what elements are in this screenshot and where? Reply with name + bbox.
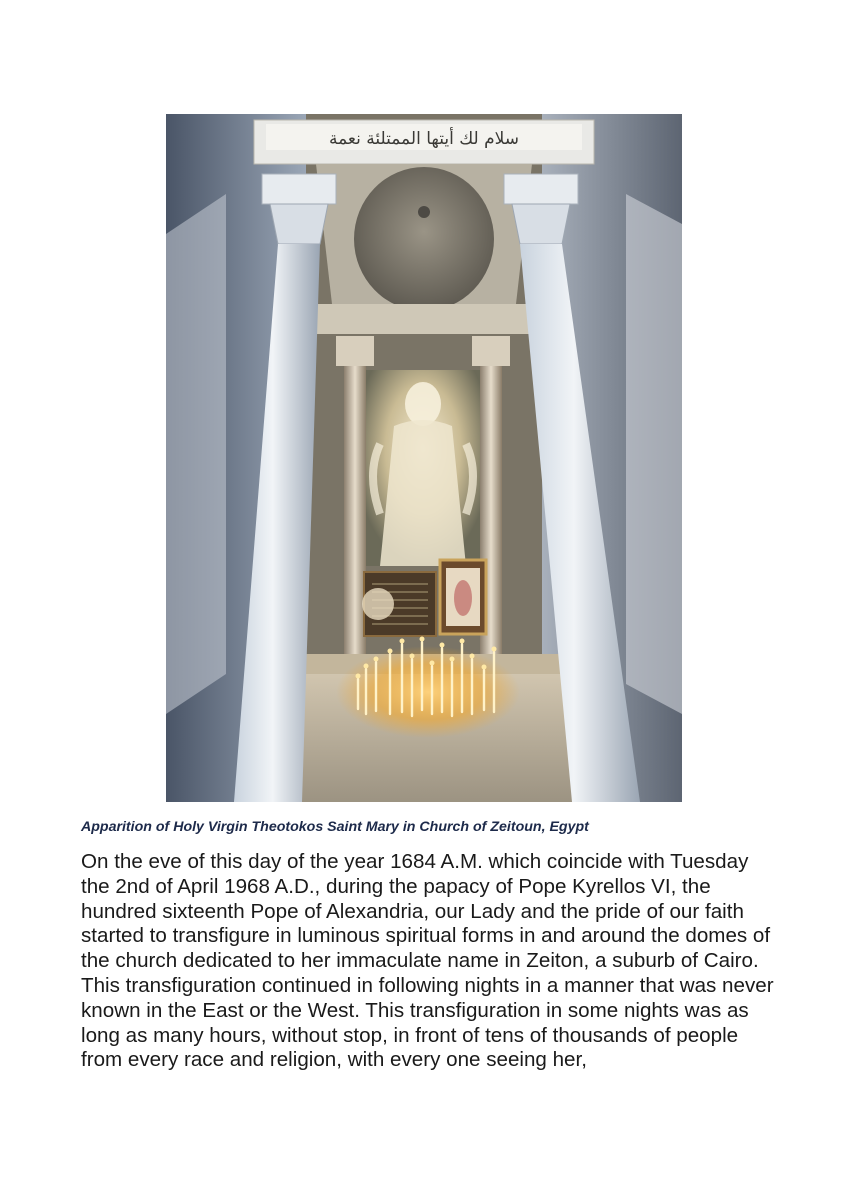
flower-bouquet xyxy=(362,588,394,620)
photo-caption: Apparition of Holy Virgin Theotokos Saint Mary in Church of Zeitoun, Egypt xyxy=(81,819,589,835)
capital-left xyxy=(262,174,336,204)
candle-glow xyxy=(336,646,520,738)
body-paragraph: On the eve of this day of the year 1684 A.M. which coincide with Tuesday the 2nd of April 1968 A.D., during the papacy of Pope Kyrellos VI, the hundred sixteenth Pope of Alexandria, our Lady and the pride of our faith started to transfigure in luminous spiritual forms in and around the domes of the church dedicated to her immaculate name in Zeiton, a suburb of Cairo. This transfiguration continued in following nights in a manner that was never known in the East or the West. This transfiguration in some nights was as long as many hours, without stop, in front of tens of thousands of people from every race and religion, with every one seeing her, xyxy=(81,850,774,1072)
inscription-text: سلام لك أيتها الممتلئة نعمة xyxy=(328,129,520,149)
canopy-dome xyxy=(354,167,494,311)
shrine-photo xyxy=(166,114,682,802)
inner-column-left xyxy=(344,364,366,654)
capital-right xyxy=(504,174,578,204)
